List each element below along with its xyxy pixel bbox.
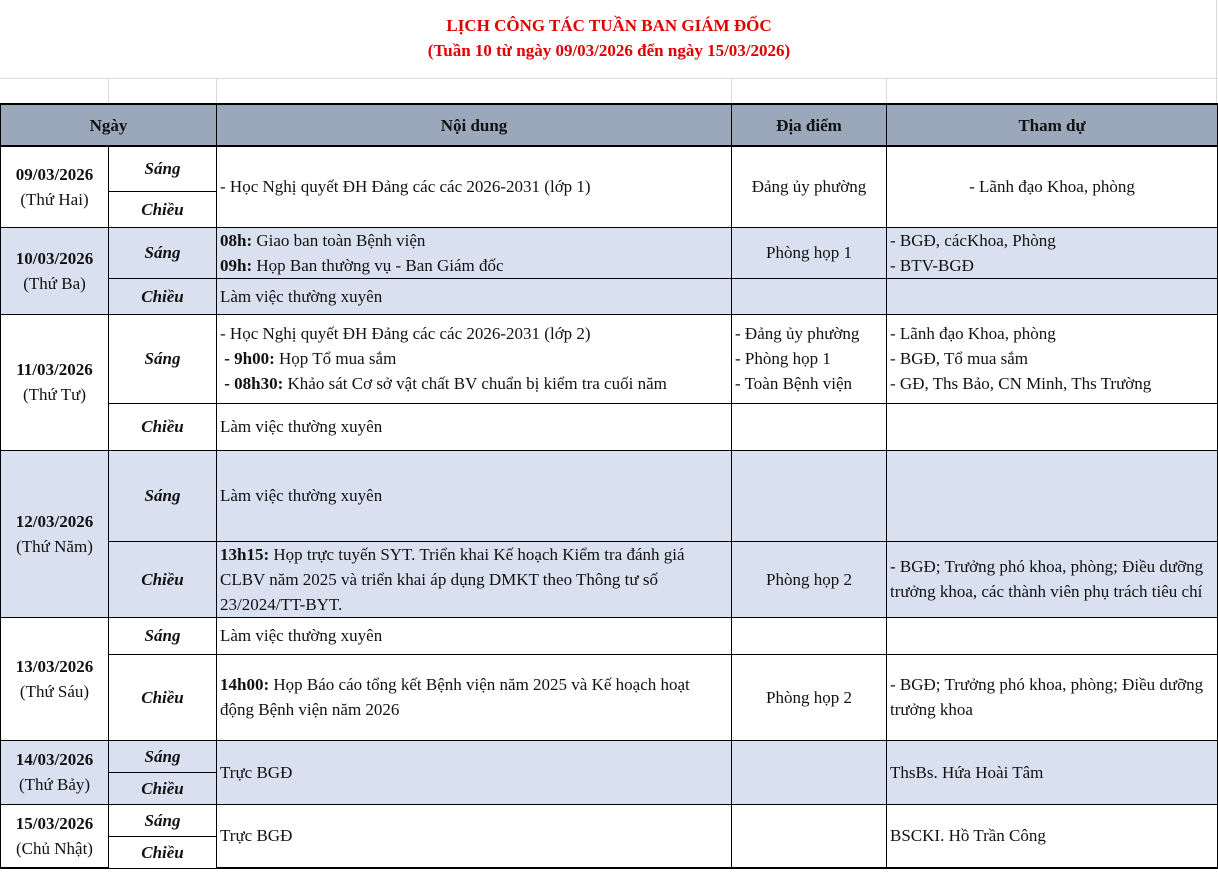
page-subtitle: (Tuần 10 từ ngày 09/03/2026 đến ngày 15/03/2026) [427, 41, 791, 60]
attend-cell: - BGĐ; Trưởng phó khoa, phòng; Điều dưỡng trưởng khoa [887, 654, 1218, 740]
weekday-text: (Thứ Hai) [20, 189, 89, 209]
content-line: - 08h30: Khảo sát Cơ sở vật chất BV chuẩn bị kiểm tra cuối năm [224, 374, 667, 393]
content-cell: Làm việc thường xuyên [217, 403, 732, 450]
content-cell: Làm việc thường xuyên [217, 617, 732, 654]
place-cell [732, 617, 887, 654]
session-morning: Sáng [109, 450, 217, 541]
table-row [1, 314, 1218, 403]
attend-cell [887, 450, 1218, 541]
session-afternoon: Chiều [109, 772, 217, 804]
content-line: - Học Nghị quyết ĐH Đảng các các 2026-2031 (lớp 2) [220, 324, 591, 343]
attend-line: - BTV-BGĐ [890, 255, 974, 275]
date-cell [1, 146, 109, 227]
table-row [1, 450, 1218, 541]
content-cell: Làm việc thường xuyên [217, 450, 732, 541]
gridline [1216, 0, 1217, 103]
content-line: 09h: Họp Ban thường vụ - Ban Giám đốc [220, 255, 504, 275]
gridline [108, 78, 109, 103]
gridline [886, 78, 887, 103]
attend-line: - GĐ, Ths Bảo, CN Minh, Ths Trường [890, 374, 1152, 393]
table-row [1, 403, 1218, 450]
attend-cell [887, 278, 1218, 314]
attend-cell [887, 314, 1218, 403]
table-row [1, 541, 1218, 617]
attend-line: - BGĐ, Tổ mua sắm [890, 349, 1029, 368]
session-morning: Sáng [109, 314, 217, 403]
content-cell: Làm việc thường xuyên [217, 278, 732, 314]
date-text: 09/03/2026 [15, 164, 94, 184]
content-cell: 14h00: Họp Báo cáo tổng kết Bệnh viện năm 2025 và Kế hoạch hoạt động Bệnh viện năm 2026 [217, 654, 732, 740]
header-place: Địa điểm [732, 104, 887, 146]
table-row [1, 654, 1218, 740]
place-cell [732, 314, 887, 403]
attend-cell [887, 403, 1218, 450]
header-row [1, 104, 1218, 146]
place-cell [732, 804, 887, 868]
weekday-text: (Thứ Bảy) [18, 775, 91, 794]
attend-cell: - Lãnh đạo Khoa, phòng [887, 146, 1218, 227]
date-text: 13/03/2026 [15, 656, 94, 676]
attend-cell: BSCKI. Hồ Trần Công [887, 804, 1218, 868]
attend-cell: ThsBs. Hứa Hoài Tâm [887, 740, 1218, 804]
session-morning: Sáng [109, 617, 217, 654]
place-cell [732, 740, 887, 804]
content-cell: 13h15: Họp trực tuyến SYT. Triển khai Kế hoạch Kiểm tra đánh giá CLBV năm 2025 và triển khai áp dụng DMKT theo Thông tư số 23/2024/TT-BYT. [217, 541, 732, 617]
date-cell [1, 804, 109, 868]
attend-cell [887, 227, 1218, 278]
session-afternoon: Chiều [109, 403, 217, 450]
gridline [731, 78, 732, 103]
session-afternoon: Chiều [109, 541, 217, 617]
session-afternoon: Chiều [109, 191, 217, 227]
place-cell [732, 450, 887, 541]
date-cell [1, 450, 109, 617]
date-cell [1, 740, 109, 804]
place-line: - Đảng ủy phường [735, 324, 860, 343]
date-text: 10/03/2026 [15, 248, 94, 268]
weekday-text: (Thứ Năm) [16, 536, 93, 556]
table-row [1, 617, 1218, 654]
content-line: 08h: Giao ban toàn Bệnh viện [220, 230, 426, 250]
table-row [1, 740, 1218, 772]
attend-cell: - BGĐ; Trưởng phó khoa, phòng; Điều dưỡng trưởng khoa, các thành viên phụ trách tiêu chí [887, 541, 1218, 617]
content-cell [217, 227, 732, 278]
content-cell: Trực BGĐ [217, 740, 732, 804]
weekday-text: (Thứ Sáu) [19, 681, 90, 701]
page-title: LỊCH CÔNG TÁC TUẦN BAN GIÁM ĐỐC [446, 16, 772, 35]
gridline [0, 78, 1218, 79]
session-morning: Sáng [109, 227, 217, 278]
content-cell [217, 314, 732, 403]
content-cell [217, 146, 732, 227]
weekday-text: (Thứ Tư) [23, 385, 86, 404]
session-morning: Sáng [109, 740, 217, 772]
session-morning: Sáng [109, 146, 217, 191]
weekday-text: (Chủ Nhật) [16, 838, 93, 858]
session-afternoon: Chiều [109, 654, 217, 740]
attend-line: - BGĐ, cácKhoa, Phòng [890, 230, 1056, 250]
session-morning: Sáng [109, 804, 217, 836]
content-cell: Trực BGĐ [217, 804, 732, 868]
date-text: 11/03/2026 [16, 360, 93, 379]
table-row [1, 227, 1218, 278]
place-cell [732, 278, 887, 314]
header-attend: Tham dự [887, 104, 1218, 146]
date-cell [1, 617, 109, 740]
attend-line: - Lãnh đạo Khoa, phòng [890, 324, 1056, 343]
place-cell: Phòng họp 2 [732, 541, 887, 617]
date-cell [1, 227, 109, 314]
date-text: 15/03/2026 [15, 813, 94, 833]
attend-cell [887, 617, 1218, 654]
place-line: - Phòng họp 1 [735, 349, 831, 368]
place-line: - Toàn Bệnh viện [735, 374, 852, 393]
date-text: 12/03/2026 [15, 511, 94, 531]
table-row [1, 804, 1218, 836]
content-line: - 9h00: Họp Tổ mua sắm [224, 349, 397, 368]
place-cell: Phòng họp 2 [732, 654, 887, 740]
weekday-text: (Thứ Ba) [23, 273, 86, 293]
date-text: 14/03/2026 [15, 750, 94, 769]
place-cell [732, 403, 887, 450]
date-cell [1, 314, 109, 450]
header-content: Nội dung [217, 104, 732, 146]
session-afternoon: Chiều [109, 278, 217, 314]
content-text: - Học Nghị quyết ĐH Đảng các các 2026-2031 (lớp 1) [220, 177, 591, 197]
session-afternoon: Chiều [109, 836, 217, 868]
schedule-table [0, 103, 1218, 869]
place-cell: Phòng họp 1 [732, 227, 887, 278]
header-day: Ngày [1, 104, 217, 146]
table-row [1, 278, 1218, 314]
place-cell: Đảng ủy phường [732, 146, 887, 227]
table-row [1, 146, 1218, 191]
gridline [216, 78, 217, 103]
